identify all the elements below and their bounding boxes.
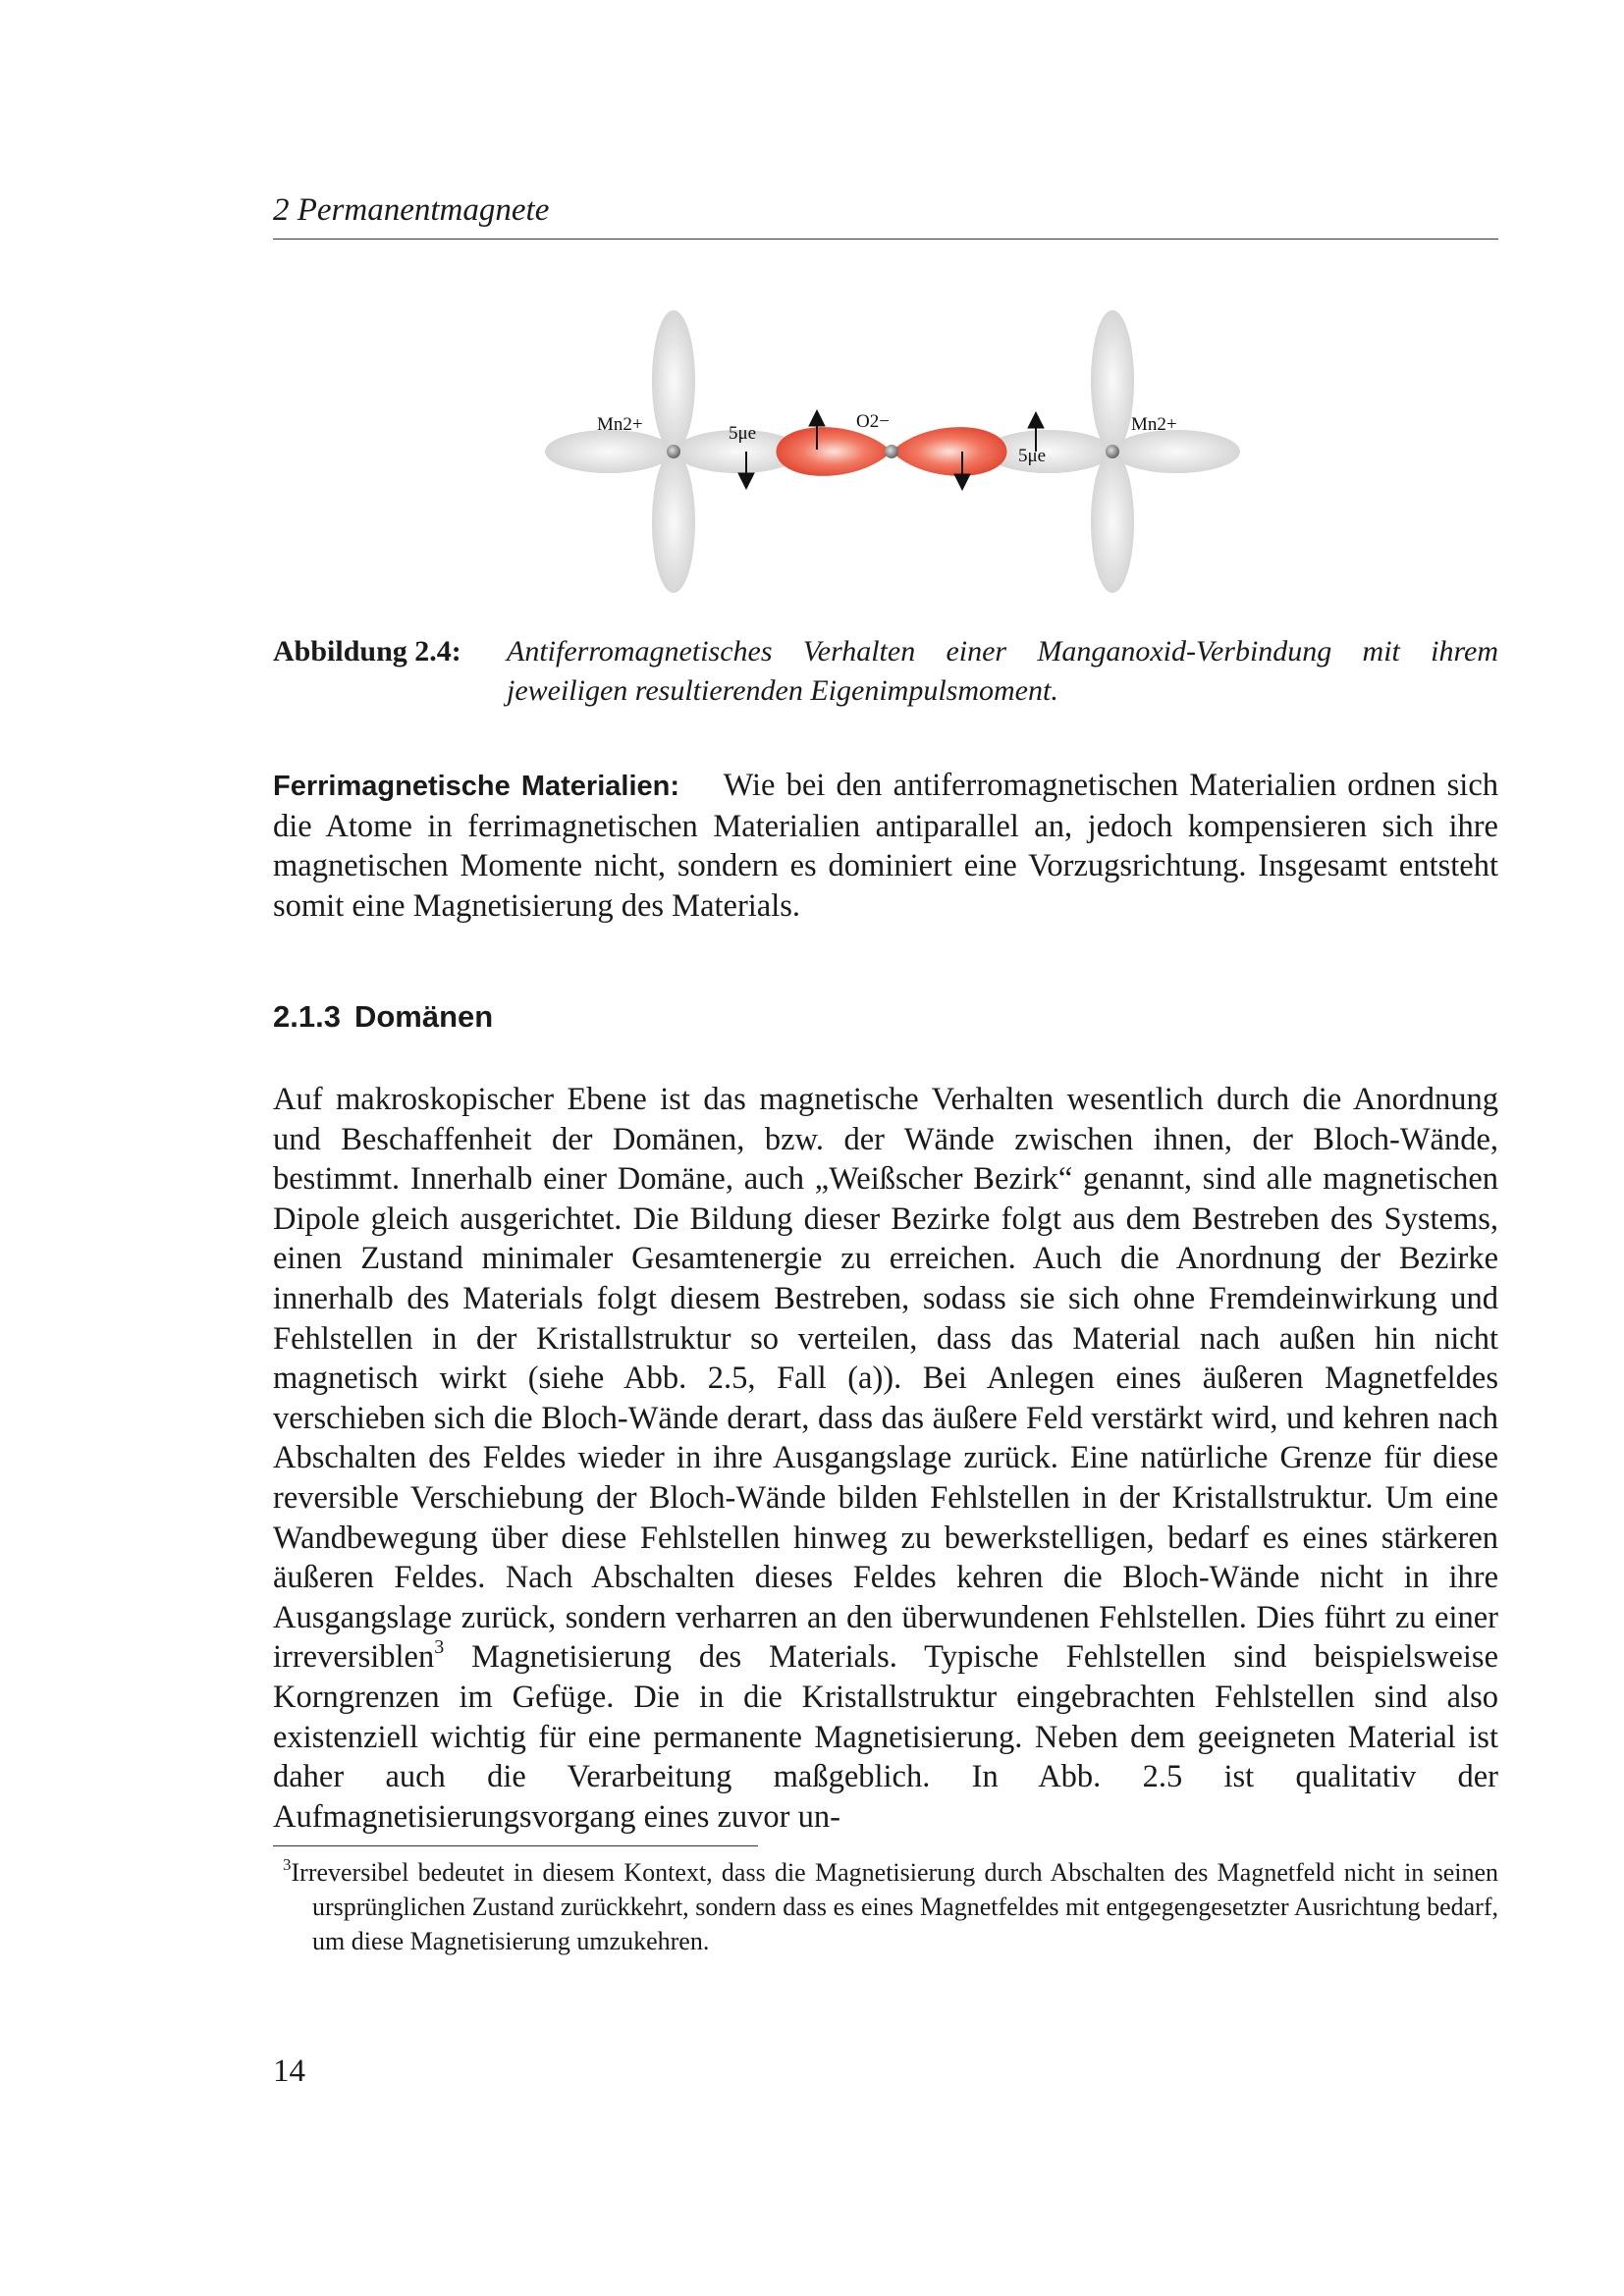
mn-left-lobe-left [545, 430, 673, 473]
mn-left-lobe-bottom [652, 452, 695, 593]
mn-right-nucleus [1106, 445, 1119, 458]
oxygen-nucleus [885, 445, 898, 458]
oxygen-lobe-right [892, 427, 1007, 476]
running-head: 2 Permanentmagnete [273, 192, 550, 228]
ferrimagnetic-lead: Ferrimagnetische Materialien: [273, 771, 680, 802]
mn-right-lobe-top [1091, 310, 1134, 452]
mn-right-lobe-bottom [1091, 452, 1134, 593]
mn-left-nucleus [667, 445, 680, 458]
label-oxygen: O2− [856, 411, 890, 432]
label-moment-right: 5μe [1018, 446, 1047, 466]
header-rule [273, 239, 1498, 240]
label-mn-right: Mn2+ [1131, 414, 1177, 435]
section-title: Domänen [353, 999, 494, 1034]
footnote-reference[interactable]: 3 [434, 1636, 445, 1659]
footnote-rule [273, 1845, 758, 1846]
orbital-figure [520, 294, 1267, 609]
domains-text-2: Magnetisierung des Materials. Typische Fehlstellen sind beispielsweise Korngrenzen im Gefüge. Die in die Kristallstruktur eingebrachten Fehlstellen sind also existenziell wichtig für eine permanente Magnetisierung. Neben dem geeigneten Material ist daher auch die Verarbeitung maßgeblich. In Abb. 2.5 ist qualitativ der Aufmagnetisierungsvorgang eines zuvor un- [273, 1639, 1498, 1835]
mn-right-lobe-right [1112, 430, 1240, 473]
section-number: 2.1.3 [273, 999, 341, 1034]
oxygen-lobe-left [777, 427, 893, 476]
domains-text-1: Auf makroskopischer Ebene ist das magnetische Verhalten wesentlich durch die Anordnung und Beschaffenheit der Domänen, bzw. der Wände zwischen ihnen, der Bloch-Wände, bestimmt. Innerhalb einer Domäne, auch „Weißscher Bezirk“ genannt, sind alle magnetischen Dipole gleich ausgerichtet. Die Bildung dieser Bezirke folgt aus dem Bestreben des Systems, einen Zustand minimaler Gesamtenergie zu erreichen. Auch die Anordnung der Bezirke innerhalb des Materials folgt diesem Bestreben, sodass sie sich ohne Fremdeinwirkung und Fehlstellen in der Kristallstruktur so verteilen, dass das Material nach außen hin nicht magnetisch wirkt (siehe Abb. 2.5, Fall (a)). Bei Anlegen eines äußeren Magnetfeldes verschieben sich die Bloch-Wände derart, dass das äußere Feld verstärkt wird, und kehren nach Abschalten des Feldes wieder in ihre Ausgangslage zurück. Eine natürliche Grenze für diese reversible Verschiebung der Bloch-Wände bilden Fehlstellen in der Kristallstruktur. Um eine Wandbewegung über diese Fehlstellen hinweg zu bewerkstelligen, bedarf es eines stärkeren äußeren Feldes. Nach Abschalten dieses Feldes kehren die Bloch-Wände nicht in ihre Ausgangslage zurück, sondern verharren an den überwundenen Fehlstellen. Dies führt zu einer irreversiblen [273, 1082, 1498, 1676]
caption-text: Antiferromagnetisches Verhalten einer Manganoxid-Verbindung mit ihrem jeweiligen resultierenden Eigenimpulsmoment. [507, 635, 1498, 707]
domains-paragraph [273, 1080, 1498, 1837]
footnote [273, 1855, 1498, 1958]
page-number: 14 [273, 2054, 305, 2089]
caption-label: Abbildung 2.4: [273, 635, 461, 667]
section-heading [273, 999, 493, 1035]
ferrimagnetic-text: Wie bei den antiferromagnetischen Materialien ordnen sich die Atome in ferrimagnetischen Materialien antiparallel an, jedoch kompensieren sich ihre magnetischen Momente nicht, sondern es dominiert eine Vorzugsrichtung. Insgesamt entsteht somit eine Magnetisierung des Materials. [273, 768, 1498, 924]
footnote-text: Irreversibel bedeutet in diesem Kontext, dass die Magnetisierung durch Abschalten des Magnetfeld nicht in seinen ursprünglichen Zustand zurückkehrt, sondern dass es eines Magnetfeldes mit entgegengesetzter Ausrichtung bedarf, um diese Magnetisierung umzukehren. [291, 1858, 1498, 1955]
mn-left-lobe-top [652, 310, 695, 452]
label-mn-left: Mn2+ [597, 414, 643, 435]
label-moment-left: 5μe [729, 423, 757, 444]
footnote-mark: 3 [283, 1855, 292, 1874]
ferrimagnetic-paragraph [273, 766, 1498, 926]
